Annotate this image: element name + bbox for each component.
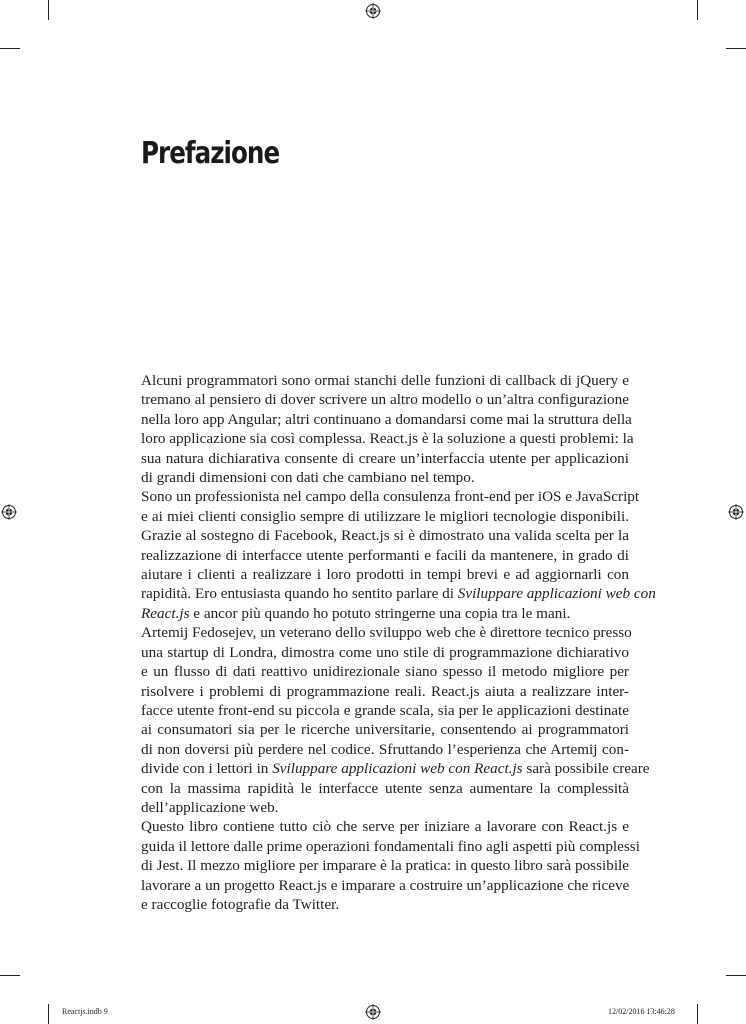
crosshair-circle-icon bbox=[1, 504, 17, 520]
text-line: e ai miei clienti consiglio sempre di utilizzare le migliori tecnologie disponibili. bbox=[141, 507, 629, 525]
crop-mark bbox=[0, 48, 20, 49]
text-line: nella loro app Angular; altri continuano a domandarsi come mai la struttura della bbox=[141, 410, 632, 428]
crosshair-circle-icon bbox=[365, 3, 381, 19]
book-title: Sviluppare applicazioni web con bbox=[457, 585, 656, 603]
crop-mark bbox=[697, 0, 698, 20]
text-line: con la massima rapidità le interfacce utente senza aumentare la complessità bbox=[141, 779, 629, 797]
text-line: aiutare i clienti a realizzare i loro prodotti in tempi brevi e ad aggiornarli con bbox=[141, 566, 629, 584]
text-line: Sono un professionista nel campo della consulenza front-end per iOS e JavaScript bbox=[141, 488, 640, 506]
text-run: divide con i lettori in bbox=[141, 760, 273, 778]
text-line: guida il lettore dalle prime operazioni fondamentali fino agli aspetti più complessi bbox=[141, 837, 640, 855]
crop-mark bbox=[48, 0, 49, 20]
text-run: sarà possibile creare bbox=[522, 760, 650, 778]
paragraph bbox=[141, 371, 634, 487]
text-line bbox=[141, 584, 656, 603]
paragraph bbox=[141, 487, 656, 623]
footer-filename: Reactjs.indb 9 bbox=[62, 1007, 108, 1016]
text-line: Grazie al sostegno di Facebook, React.js si è dimostrato una valida scelta per la bbox=[141, 527, 629, 545]
text-line: Questo libro contiene tutto ciò che serve per iniziare a lavorare con React.js e bbox=[141, 818, 629, 836]
text-line: e un flusso di dati reattivo unidirezionale siano spesso il metodo migliore per bbox=[141, 663, 629, 681]
body-text bbox=[141, 371, 656, 914]
crop-mark bbox=[48, 1004, 49, 1024]
text-line: loro applicazione sia così complessa. React.js è la soluzione a questi problemi: la bbox=[141, 430, 634, 448]
text-line: tremano al pensiero di dover scrivere un altro modello o un’altra configurazione bbox=[141, 391, 629, 409]
crop-mark bbox=[0, 975, 20, 976]
text-line: risolvere i problemi di programmazione reali. React.js aiuta a realizzare inter- bbox=[141, 682, 629, 700]
text-line: una startup di Londra, dimostra come uno stile di programmazione dichiarativo bbox=[141, 643, 629, 661]
paragraph bbox=[141, 623, 650, 817]
footer-timestamp: 12/02/2016 13:46:28 bbox=[608, 1007, 675, 1016]
book-title: React.js bbox=[141, 604, 190, 622]
crosshair-circle-icon bbox=[728, 504, 744, 520]
text-run: rapidità. Ero entusiasta quando ho sentito parlare di bbox=[141, 585, 458, 603]
text-line: Alcuni programmatori sono ormai stanchi delle funzioni di callback di jQuery e bbox=[141, 372, 629, 389]
text-line: e raccoglie fotografie da Twitter. bbox=[141, 895, 340, 913]
text-line: di grandi dimensioni con dati che cambiano nel tempo. bbox=[141, 469, 475, 487]
book-title: Sviluppare applicazioni web con React.js bbox=[272, 760, 523, 778]
text-run: e ancor più quando ho potuto stringerne una copia tra le mani. bbox=[193, 604, 571, 622]
text-line: di Jest. Il mezzo migliore per imparare è la pratica: in questo libro sarà possibile bbox=[141, 857, 629, 875]
text-line: realizzazione di interfacce utente performanti e facili da mantenere, in grado di bbox=[141, 546, 629, 564]
text-line: ai consumatori sia per le ricerche universitarie, consentendo ai programmatori bbox=[141, 721, 629, 739]
text-line bbox=[141, 604, 629, 623]
text-line: sua natura dichiarativa consente di creare un’interfaccia utente per applicazioni bbox=[141, 449, 629, 467]
text-line: Artemij Fedosejev, un veterano dello sviluppo web che è direttore tecnico presso bbox=[141, 624, 632, 642]
paragraph bbox=[141, 817, 640, 914]
text-line: lavorare a un progetto React.js e imparare a costruire un’applicazione che riceve bbox=[141, 876, 630, 894]
text-line bbox=[141, 759, 650, 778]
text-line: dell’applicazione web. bbox=[141, 798, 279, 816]
text-line: di non doversi più perdere nel codice. Sfruttando l’esperienza che Artemij con- bbox=[141, 740, 629, 758]
crop-mark bbox=[726, 975, 746, 976]
crop-mark bbox=[697, 1004, 698, 1024]
text-line: facce utente front-end su piccola e grande scala, sia per le applicazioni destinate bbox=[141, 701, 629, 719]
page-title: Prefazione bbox=[141, 136, 280, 171]
crosshair-circle-icon bbox=[365, 1004, 381, 1020]
crop-mark bbox=[726, 48, 746, 49]
